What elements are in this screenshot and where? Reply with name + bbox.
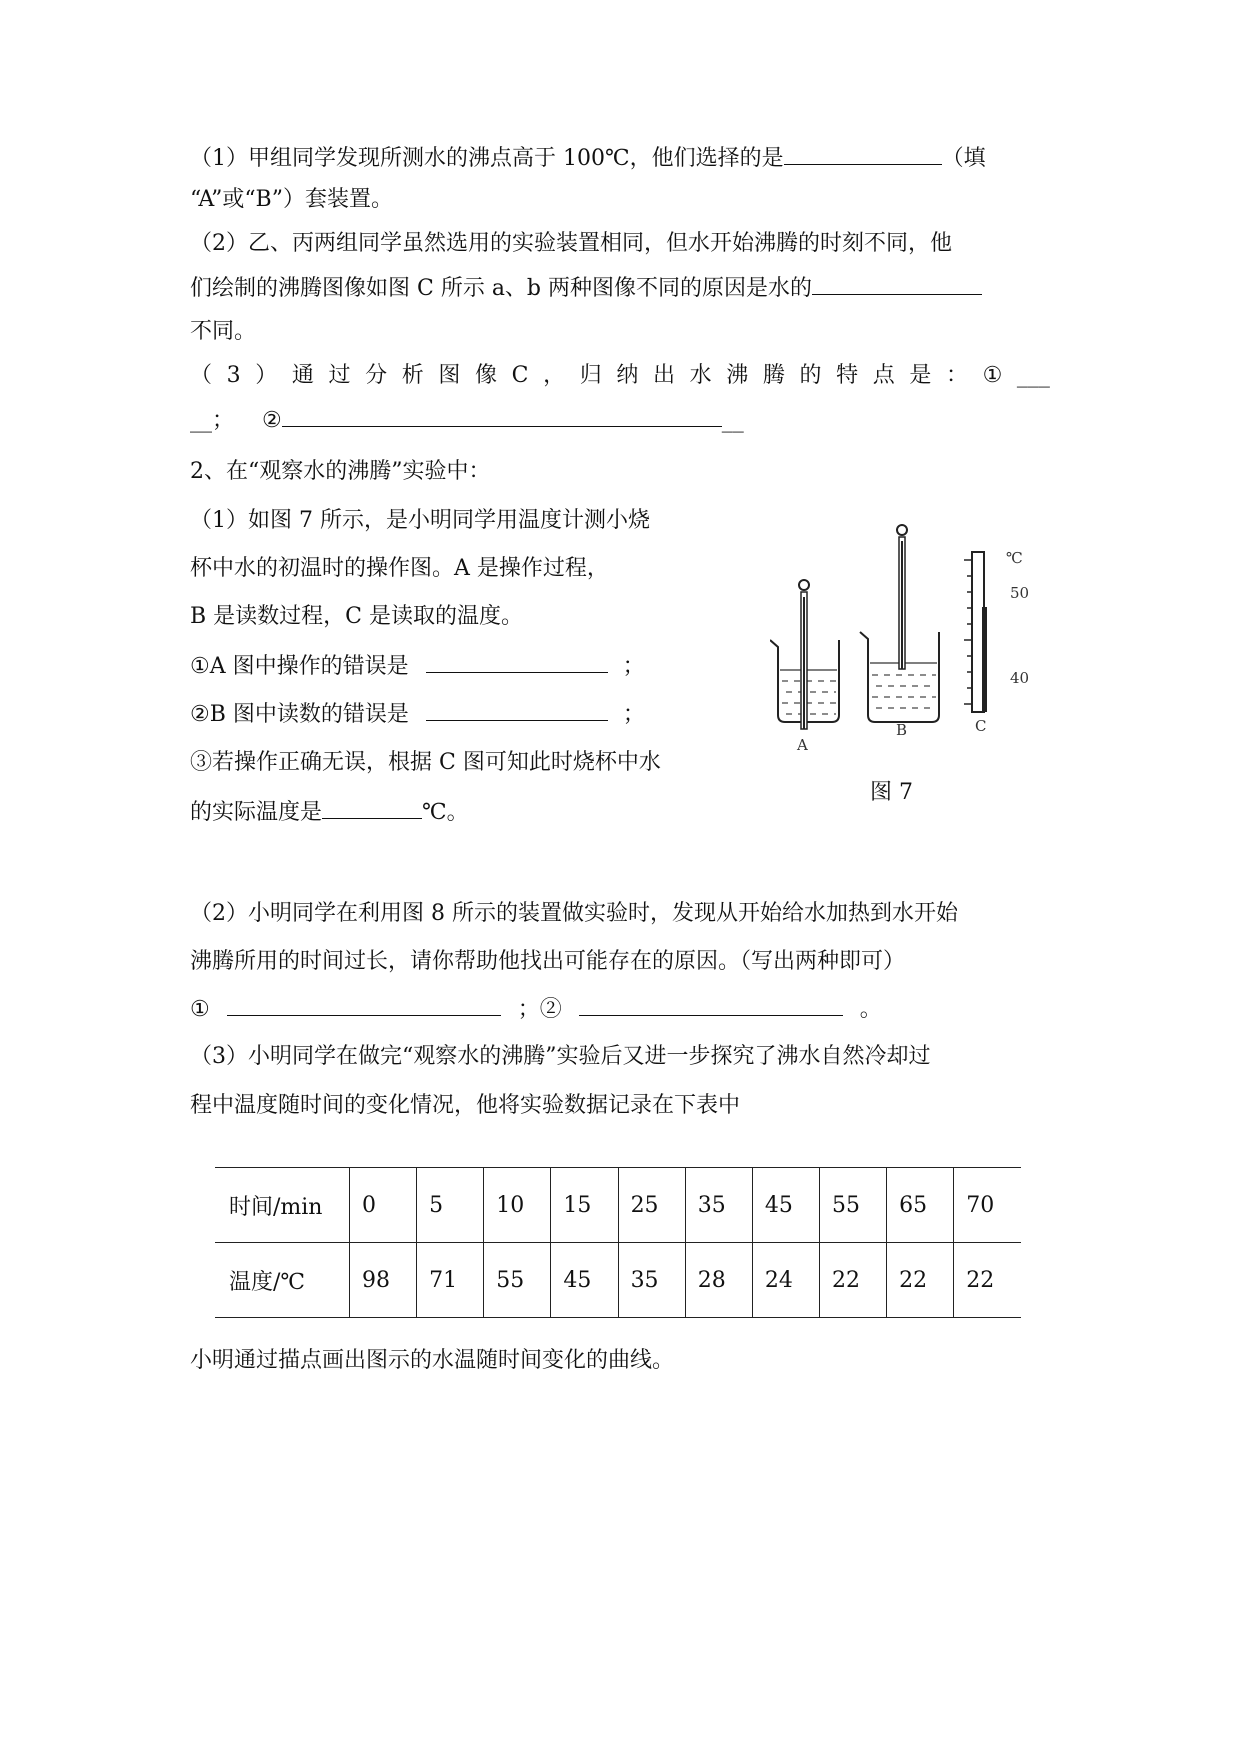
- table-row-header: 温度/℃: [215, 1243, 350, 1318]
- q1-part3-char: 通: [291, 363, 314, 388]
- q1-part3-char: 出: [652, 363, 675, 388]
- table-cell: 22: [954, 1243, 1021, 1318]
- q1-part2-blank[interactable]: [812, 272, 982, 295]
- q1-part3-blank1[interactable]: ___: [1016, 363, 1050, 388]
- q1-part1-line2: “A”或“B”）套装置。: [190, 187, 393, 212]
- q1-part3-blank2-end: __: [721, 408, 744, 433]
- q1-part3-char: C: [511, 363, 529, 388]
- table-row-header: 时间/min: [215, 1168, 350, 1243]
- table-cell: 24: [752, 1243, 819, 1318]
- q1-part1-end: （填: [941, 146, 986, 171]
- q2-part1-b-label: ②B 图中读数的错误是: [190, 702, 409, 727]
- q1-part3-char: （: [190, 363, 213, 388]
- q2-part2-sep: ；②: [517, 997, 562, 1022]
- table-cell: 15: [551, 1168, 618, 1243]
- table-cell: 98: [350, 1243, 417, 1318]
- q1-part3-char: 像: [474, 363, 497, 388]
- q1-part3-char: 过: [328, 363, 351, 388]
- q1-part3-char: 水: [689, 363, 712, 388]
- table-row-time: [215, 1168, 1021, 1243]
- q1-part3-char: 3: [226, 363, 241, 388]
- q1-part3-char: ，: [543, 363, 566, 388]
- q2-part1-line3: B 是读数过程，C 是读取的温度。: [190, 604, 523, 629]
- q2-part2-end: 。: [859, 997, 882, 1022]
- q2-part3-line2: 程中温度随时间的变化情况，他将实验数据记录在下表中: [190, 1093, 741, 1118]
- scale-tick-40: 40: [1010, 669, 1030, 687]
- table-cell: 35: [685, 1168, 752, 1243]
- q1-part3-char: ：: [945, 363, 968, 388]
- q2-part1-line4: [190, 650, 645, 683]
- q1-part2-line3: 不同。: [190, 319, 257, 344]
- q1-part3-char: 分: [365, 363, 388, 388]
- q2-part1-line1: （1）如图 7 所示，是小明同学用温度计测小烧: [190, 508, 650, 533]
- q1-part3-char: 是: [909, 363, 932, 388]
- q2-part1-c-label: 的实际温度是: [190, 800, 323, 825]
- q2-part1-a-end: ；: [622, 654, 645, 679]
- table-cell: 55: [484, 1243, 551, 1318]
- figure-7-thermometer-diagram: [770, 515, 1070, 805]
- table-cell: 25: [618, 1168, 685, 1243]
- q1-part3-mark2: ②: [262, 408, 282, 433]
- q1-part2-text: 们绘制的沸腾图像如图 C 所示 a、b 两种图像不同的原因是水的: [190, 276, 813, 301]
- q1-part3-blank2[interactable]: [282, 404, 722, 427]
- q2-part1-b-blank[interactable]: [426, 698, 608, 721]
- q2-part1-a-blank[interactable]: [426, 650, 608, 673]
- q2-part1-b-end: ；: [622, 702, 645, 727]
- q2-part1-line7: [190, 796, 469, 829]
- q2-part2-line2: 沸腾所用的时间过长，请你帮助他找出可能存在的原因。（写出两种即可）: [190, 949, 906, 974]
- q1-part3-char: 腾: [762, 363, 785, 388]
- q1-part3-line1: [190, 360, 1050, 392]
- table-cell: 35: [618, 1243, 685, 1318]
- q2-part2-blank2[interactable]: [579, 993, 843, 1016]
- table-cell: 0: [350, 1168, 417, 1243]
- cooling-data-table: [215, 1167, 1021, 1318]
- q2-part2-blank1[interactable]: [227, 993, 501, 1016]
- q1-part3-line2: [190, 404, 744, 437]
- q1-part3-char: 归: [579, 363, 602, 388]
- q2-part1-line5: [190, 698, 645, 731]
- table-cell: 65: [887, 1168, 954, 1243]
- q2-part1-c-blank[interactable]: [322, 796, 422, 819]
- beaker-a: [770, 580, 839, 729]
- q1-part3-char: 沸: [726, 363, 749, 388]
- table-cell: 28: [685, 1243, 752, 1318]
- figure-label-c: C: [975, 717, 987, 735]
- table-cell: 71: [417, 1243, 484, 1318]
- q1-part3-char: ）: [255, 363, 278, 388]
- q1-part3-blank1-end[interactable]: __；: [190, 408, 235, 433]
- q1-part2-line1: （2）乙、丙两组同学虽然选用的实验装置相同，但水开始沸腾的时刻不同，他: [190, 231, 952, 256]
- figure-7-caption: 图 7: [870, 780, 913, 805]
- q2-part2-line3: [190, 993, 882, 1026]
- q1-part3-char: 点: [872, 363, 895, 388]
- q1-part2-line2: [190, 272, 982, 305]
- q2-title: 2、在“观察水的沸腾”实验中：: [190, 459, 491, 484]
- q2-part3-after: 小明通过描点画出图示的水温随时间变化的曲线。: [190, 1348, 675, 1373]
- q2-part1-line2: 杯中水的初温时的操作图。A 是操作过程，: [190, 556, 609, 581]
- q2-part1-a-label: ①A 图中操作的错误是: [190, 654, 409, 679]
- q1-part1-line1: [190, 142, 986, 175]
- q1-part3-char: ①: [982, 363, 1003, 388]
- scale-unit: ℃: [1006, 549, 1023, 567]
- beaker-b: [860, 525, 939, 722]
- q1-part3-char: 图: [438, 363, 461, 388]
- table-cell: 5: [417, 1168, 484, 1243]
- table-cell: 22: [819, 1243, 886, 1318]
- table-row-temperature: [215, 1243, 1021, 1318]
- q2-part1-line6: ③若操作正确无误，根据 C 图可知此时烧杯中水: [190, 750, 661, 775]
- table-cell: 10: [484, 1168, 551, 1243]
- figure-label-a: A: [797, 736, 808, 754]
- table-cell: 22: [887, 1243, 954, 1318]
- q2-part2-mark1: ①: [190, 997, 210, 1022]
- scale-tick-50: 50: [1010, 584, 1030, 602]
- q2-part3-line1: （3）小明同学在做完“观察水的沸腾”实验后又进一步探究了沸水自然冷却过: [190, 1044, 931, 1069]
- q2-part2-line1: （2）小明同学在利用图 8 所示的装置做实验时，发现从开始给水加热到水开始: [190, 901, 958, 926]
- q1-part1-blank[interactable]: [784, 142, 942, 165]
- q1-part3-char: 析: [401, 363, 424, 388]
- table-cell: 70: [954, 1168, 1021, 1243]
- q1-part3-char: 特: [836, 363, 859, 388]
- q1-part1-text: （1）甲组同学发现所测水的沸点高于 100℃，他们选择的是: [190, 146, 784, 171]
- q2-part1-c-end: ℃。: [422, 800, 469, 825]
- figure-label-b: B: [896, 721, 908, 739]
- thermometer-scale-c: [964, 552, 987, 712]
- table-cell: 45: [752, 1168, 819, 1243]
- q1-part3-char: 纳: [616, 363, 639, 388]
- q1-part3-char: 的: [799, 363, 822, 388]
- table-cell: 55: [819, 1168, 886, 1243]
- table-cell: 45: [551, 1243, 618, 1318]
